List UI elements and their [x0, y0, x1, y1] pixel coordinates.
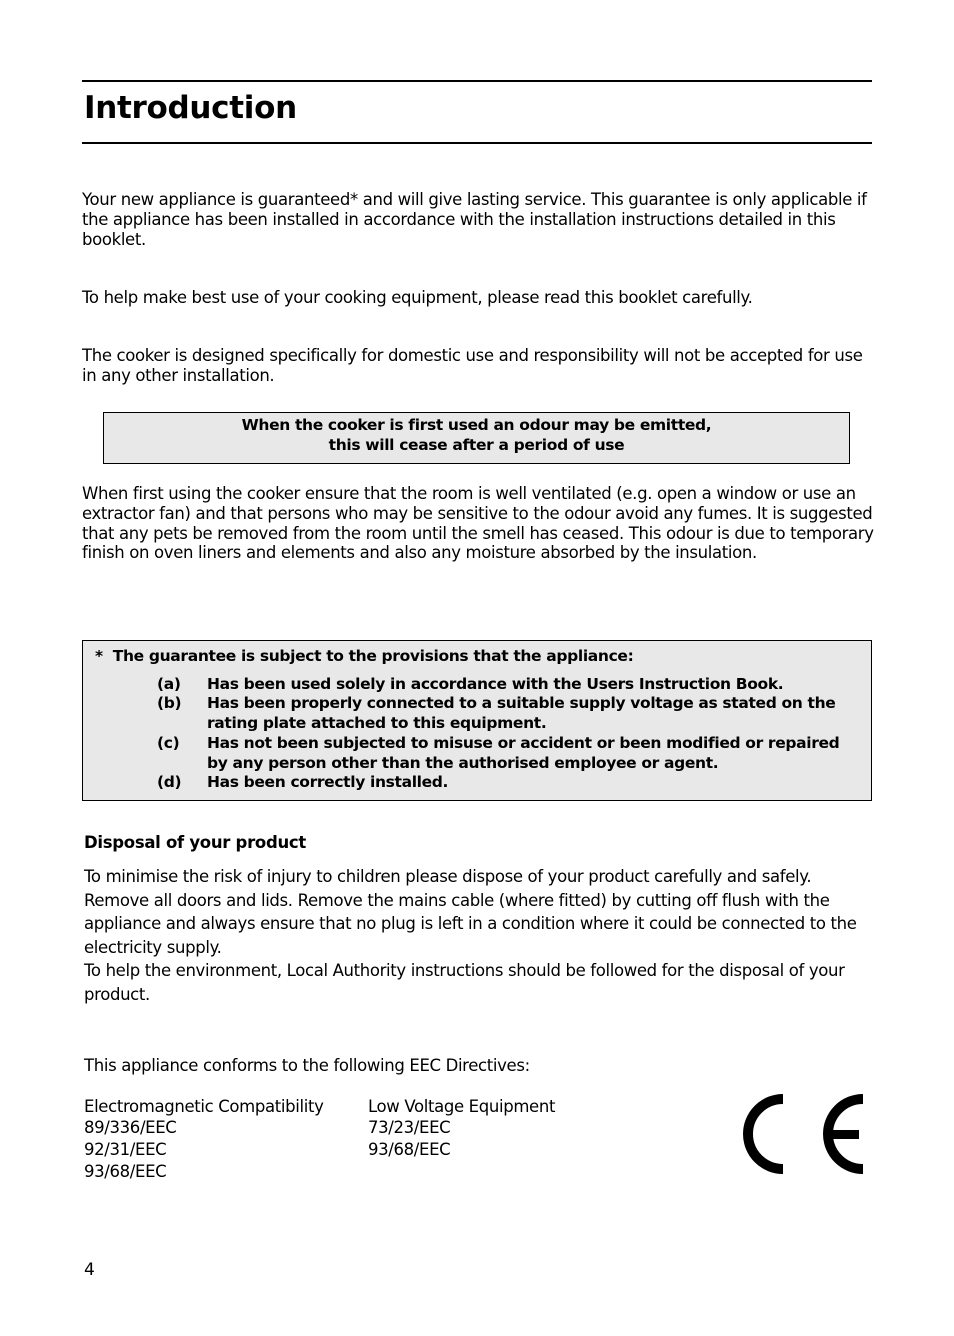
emc-heading: Electromagnetic Compatibility: [84, 1097, 324, 1116]
directive-code: 93/68/EEC: [368, 1140, 451, 1159]
title-underline-rule: [82, 142, 872, 144]
condition-letter: (c): [157, 734, 180, 752]
page-title: Introduction: [84, 90, 297, 126]
environment-paragraph: To help the environment, Local Authority instructions should be followed for the disposal of your product.: [84, 961, 845, 1004]
directive-code: 93/68/EEC: [84, 1162, 167, 1181]
guarantee-paragraph: Your new appliance is guaranteed* and will give lasting service. This guarantee is only applicable if the appliance has been installed in accordance with the installation instructions detailed in this booklet.: [82, 190, 867, 249]
low-voltage-directives-column: [368, 1096, 555, 1161]
condition-text: Has not been subjected to misuse or accident or been modified or repaired by any person other than the authorised employee or agent.: [207, 734, 840, 772]
odour-notice-line: this will cease after a period of use: [328, 435, 625, 454]
directive-code: 73/23/EEC: [368, 1118, 451, 1137]
disposal-heading: Disposal of your product: [84, 833, 306, 852]
condition-text: Has been used solely in accordance with the Users Instruction Book.: [207, 675, 784, 693]
low-voltage-heading: Low Voltage Equipment: [368, 1097, 556, 1116]
condition-letter: (a): [157, 675, 181, 693]
condition-text: Has been correctly installed.: [207, 773, 449, 791]
condition-letter: (b): [157, 694, 182, 712]
page-number: 4: [84, 1260, 95, 1280]
condition-letter: (d): [157, 773, 182, 791]
domestic-use-paragraph: The cooker is designed specifically for domestic use and responsibility will not be accepted for use in any other installation.: [82, 346, 863, 385]
guarantee-heading-text: The guarantee is subject to the provisions that the appliance:: [112, 647, 634, 665]
eec-directives-intro: This appliance conforms to the following EEC Directives:: [84, 1056, 530, 1075]
ce-mark-icon: [735, 1089, 865, 1179]
condition-text: Has been properly connected to a suitable supply voltage as stated on the rating plate attached to this equipment.: [207, 694, 836, 732]
guarantee-heading: [95, 647, 633, 665]
directive-code: 89/336/EEC: [84, 1118, 177, 1137]
guarantee-conditions-box: [82, 640, 872, 801]
ventilation-paragraph: When first using the cooker ensure that the room is well ventilated (e.g. open a window or use an extractor fan) and that persons who may be sensitive to the odour avoid any fumes. It is suggested that any pets be removed from the room until the smell has ceased. This odour is due to temporary finish on oven liners and elements and also any moisture absorbed by the insulation.: [82, 484, 874, 563]
directive-code: 92/31/EEC: [84, 1140, 167, 1159]
top-rule: [82, 80, 872, 82]
odour-notice-line: When the cooker is first used an odour may be emitted,: [241, 416, 712, 434]
read-booklet-paragraph: To help make best use of your cooking equipment, please read this booklet carefully.: [82, 288, 753, 307]
disposal-paragraph: To minimise the risk of injury to children please dispose of your product carefully and safely. Remove all doors and lids. Remove the mains cable (where fitted) by cutting off flush with the appliance and always ensure that no plug is left in a condition where it could be connected to the electricity supply.: [84, 867, 857, 957]
emc-directives-column: [84, 1096, 324, 1183]
asterisk-marker: *: [95, 647, 103, 665]
odour-notice-box: [103, 412, 850, 464]
